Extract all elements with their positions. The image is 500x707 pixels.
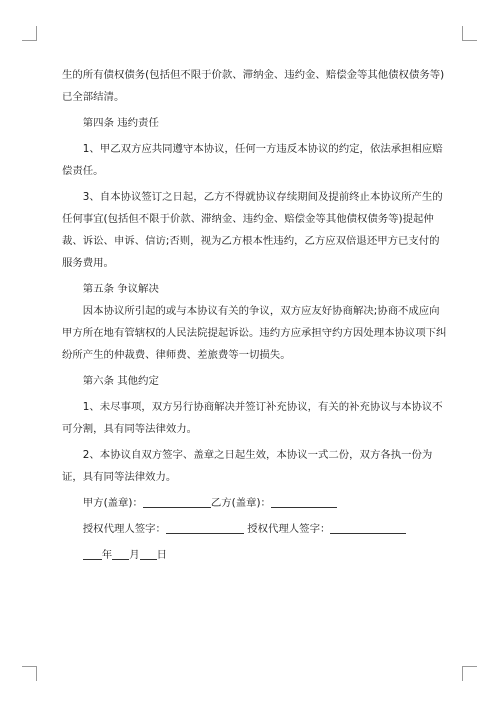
year-label: 年 xyxy=(101,549,113,561)
party-a-blank[interactable] xyxy=(143,495,211,508)
paragraph-4-1: 1、甲乙双方应共同遵守本协议，任何一方违反本协议的约定，依法承担相应赔偿责任。 xyxy=(62,143,443,177)
paragraph-6-1: 1、未尽事项，双方另行协商解决并签订补充协议，有关的补充协议与本协议不可分割，具有同等法律效力。 xyxy=(62,401,443,435)
paragraph-4-3: 3、自本协议签订之日起，乙方不得就协议存续期间及提前终止本协议所产生的任何事宜(包括但不限于价款、滞纳金、违约金、赔偿金等其他债权债务等)提起仲裁、诉讼、申诉、信访;否则，视为乙方根本性违约，乙方应双倍退还甲方已支付的服务费用。 xyxy=(62,191,443,269)
signature-agents-line xyxy=(62,518,447,540)
year-blank[interactable] xyxy=(83,547,102,560)
agent-b-label: 授权代理人签字： xyxy=(247,523,331,535)
agent-b-blank[interactable] xyxy=(330,521,406,534)
signature-parties-line xyxy=(62,492,447,514)
heading-article-4: 第四条 违约责任 xyxy=(82,117,159,129)
paragraph-6-2: 2、本协议自双方签字、盖章之日起生效，本协议一式二份，双方各执一份为证，具有同等法律效力。 xyxy=(62,449,433,483)
month-blank[interactable] xyxy=(112,547,129,560)
heading-article-5: 第五条 争议解决 xyxy=(82,283,159,295)
document-body xyxy=(62,64,447,566)
crop-mark-top-left xyxy=(22,26,37,41)
month-label: 月 xyxy=(129,549,140,561)
paragraph-5: 因本协议所引起的或与本协议有关的争议，双方应友好协商解决;协商不成应向甲方所在地有管辖权的人民法院提起诉讼。违约方应承担守约方因处理本协议项下纠纷所产生的仲裁费、律师费、差旅费等一切损失。 xyxy=(62,305,447,361)
day-blank[interactable] xyxy=(140,547,157,560)
paragraph-debts-settled: 生的所有债权债务(包括但不限于价款、滞纳金、违约金、赔偿金等其他债权债务等)已全部结清。 xyxy=(62,69,445,103)
agent-a-blank[interactable] xyxy=(166,521,244,534)
crop-mark-bottom-left xyxy=(22,666,37,681)
heading-article-6: 第六条 其他约定 xyxy=(82,375,159,387)
agent-a-label: 授权代理人签字： xyxy=(82,523,166,535)
party-a-label: 甲方(盖章)： xyxy=(82,497,143,509)
crop-mark-bottom-right xyxy=(462,666,477,681)
day-label: 日 xyxy=(156,549,167,561)
signature-date-line xyxy=(62,544,447,566)
party-b-blank[interactable] xyxy=(271,495,337,508)
party-b-label: 乙方(盖章)： xyxy=(210,497,271,509)
crop-mark-top-right xyxy=(462,26,477,41)
